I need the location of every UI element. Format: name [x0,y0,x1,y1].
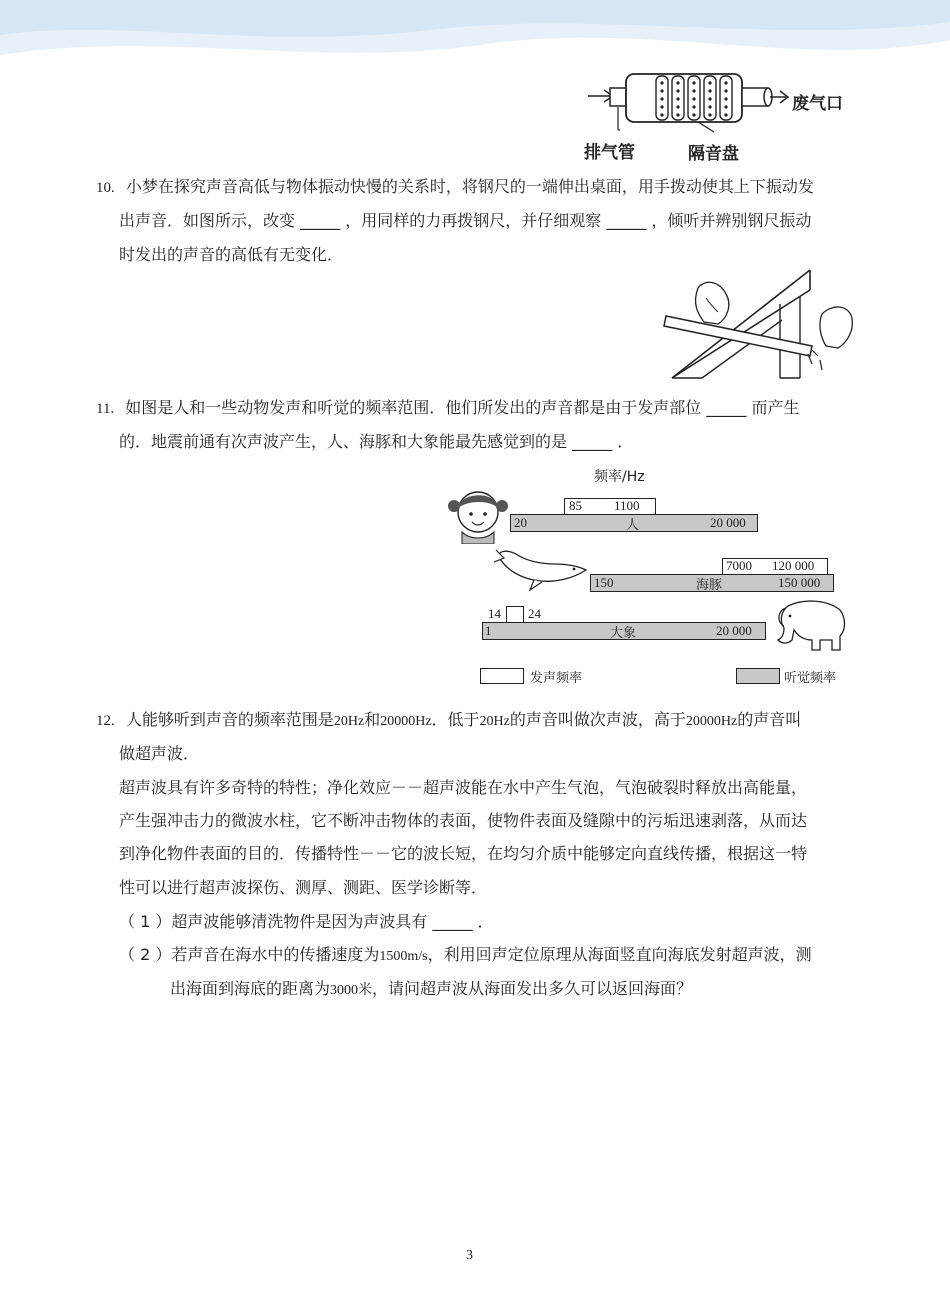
q12-line1d: 的声音叫做次声波，高于 [509,710,686,729]
muffler-label-exhaust: 废气口 [792,94,843,114]
q12-line1b: 和 [364,710,381,729]
q11-blank-2[interactable]: _____ [572,432,613,451]
q12-val-20hz: 20Hz [333,714,365,729]
q12-sub2-speed: 1500m/s [379,949,428,964]
q12-sub2-text-b: ，利用回声定位原理从海面竖直向海底发射超声波，测 [427,945,812,964]
chart-title: 频率/Hz [594,469,645,485]
human-hear-high: 20 000 [710,515,746,530]
elephant-emit-box [506,606,524,623]
q12-para-3: 到净化物件表面的目的．传播特性－－它的波长短，在均匀介质中能够定向直线传播，根据这一特 [119,844,808,863]
q11-line2a: 的．地震前通有次声波产生，人、海豚和大象能最先感觉到的是 [119,432,568,451]
q12-sub2-text-c: 出海面到海底的距离为 [170,979,331,998]
muffler-label-disc: 隔音盘 [688,144,739,164]
elephant-emit-low: 14 [488,606,501,621]
q12-sub1-text: （ 1 ）超声波能够清洗物件是因为声波具有 [119,912,428,931]
q10-line2c: ，倾听并辨别钢尺振动 [651,211,812,230]
q10-blank-2[interactable]: _____ [606,211,647,230]
q12-para-2: 产生强冲击力的微波水柱，它不断冲击物体的表面，使物件表面及缝隙中的污垢迅速剥落，从而达 [119,811,808,830]
q10-blank-1[interactable]: _____ [300,211,341,230]
q10-number: 10. [96,180,115,196]
q12-sub2-distance: 3000米 [330,983,373,998]
q10-line2b: ，用同样的力再拨钢尺，并仔细观察 [345,211,602,230]
q12-val-20hz-2: 20Hz [479,714,510,729]
elephant-emit-high: 24 [528,606,541,621]
muffler-figure [580,70,870,165]
q11-number: 11. [96,401,115,417]
human-label: 人 [626,518,640,533]
frequency-chart [446,460,856,690]
dolphin-emit-high: 120 000 [772,558,815,573]
q12-sub1-blank[interactable]: _____ [432,912,473,931]
header-wave-band [0,0,950,70]
q12-sub1-end: ． [477,912,494,931]
legend-hear-swatch [736,668,780,684]
q12-sub2-text-a: （ 2 ）若声音在海水中的传播速度为 [119,945,380,964]
q10-line2a: 出声音．如图所示，改变 [119,211,296,230]
q10-line3: 时发出的声音的高低有无变化． [119,245,344,264]
dolphin-icon [494,548,590,594]
girl-icon [446,482,508,544]
q12-val-20000hz-2: 20000Hz [685,714,738,729]
muffler-label-pipe: 排气管 [584,143,635,163]
q12-line1a: 人能够听到声音的频率范围是 [125,710,334,729]
q11-line1b: 而产生 [751,398,800,417]
q12-line1c: ．低于 [431,710,480,729]
q12-line1e: 的声音叫 [737,710,802,729]
q12-para-4: 性可以进行超声波探伤、测厚、测距、医学诊断等． [119,878,488,897]
legend-emit-label: 发声频率 [530,671,583,686]
dolphin-emit-low: 7000 [726,558,752,573]
dolphin-hear-high: 150 000 [778,575,821,590]
elephant-hear-low: 1 [485,623,492,638]
human-emit-low: 85 [569,498,582,513]
elephant-hear-high: 20 000 [716,623,752,638]
q12-para-1: 超声波具有许多奇特的特性；净化效应－－超声波能在水中产生气泡，气泡破裂时释放出高能量， [119,778,808,797]
elephant-icon [764,596,848,652]
q12-line2: 做超声波． [119,744,200,763]
dolphin-hear-low: 150 [594,575,614,590]
q12-val-20000hz: 20000Hz [380,714,432,729]
dolphin-label: 海豚 [696,578,723,593]
human-emit-high: 1100 [614,498,640,513]
q11-blank-1[interactable]: _____ [706,398,747,417]
q12-sub2-text-d: ，请问超声波从海面发出多久可以返回海面？ [372,979,693,998]
ruler-figure [662,268,858,380]
legend-emit-swatch [480,668,524,684]
q12-number: 12. [96,713,115,729]
q11-line2b: ． [617,432,634,451]
q10-line1: 小梦在探究声音高低与物体振动快慢的关系时，将钢尺的一端伸出桌面，用手拨动使其上下振动发 [125,177,814,196]
legend-hear-label: 听觉频率 [784,671,837,686]
human-hear-low: 20 [514,515,527,530]
elephant-label: 大象 [610,626,637,641]
q11-line1a: 如图是人和一些动物发声和听觉的频率范围．他们所发出的声音都是由于发声部位 [125,398,702,417]
page-number: 3 [466,1248,473,1263]
